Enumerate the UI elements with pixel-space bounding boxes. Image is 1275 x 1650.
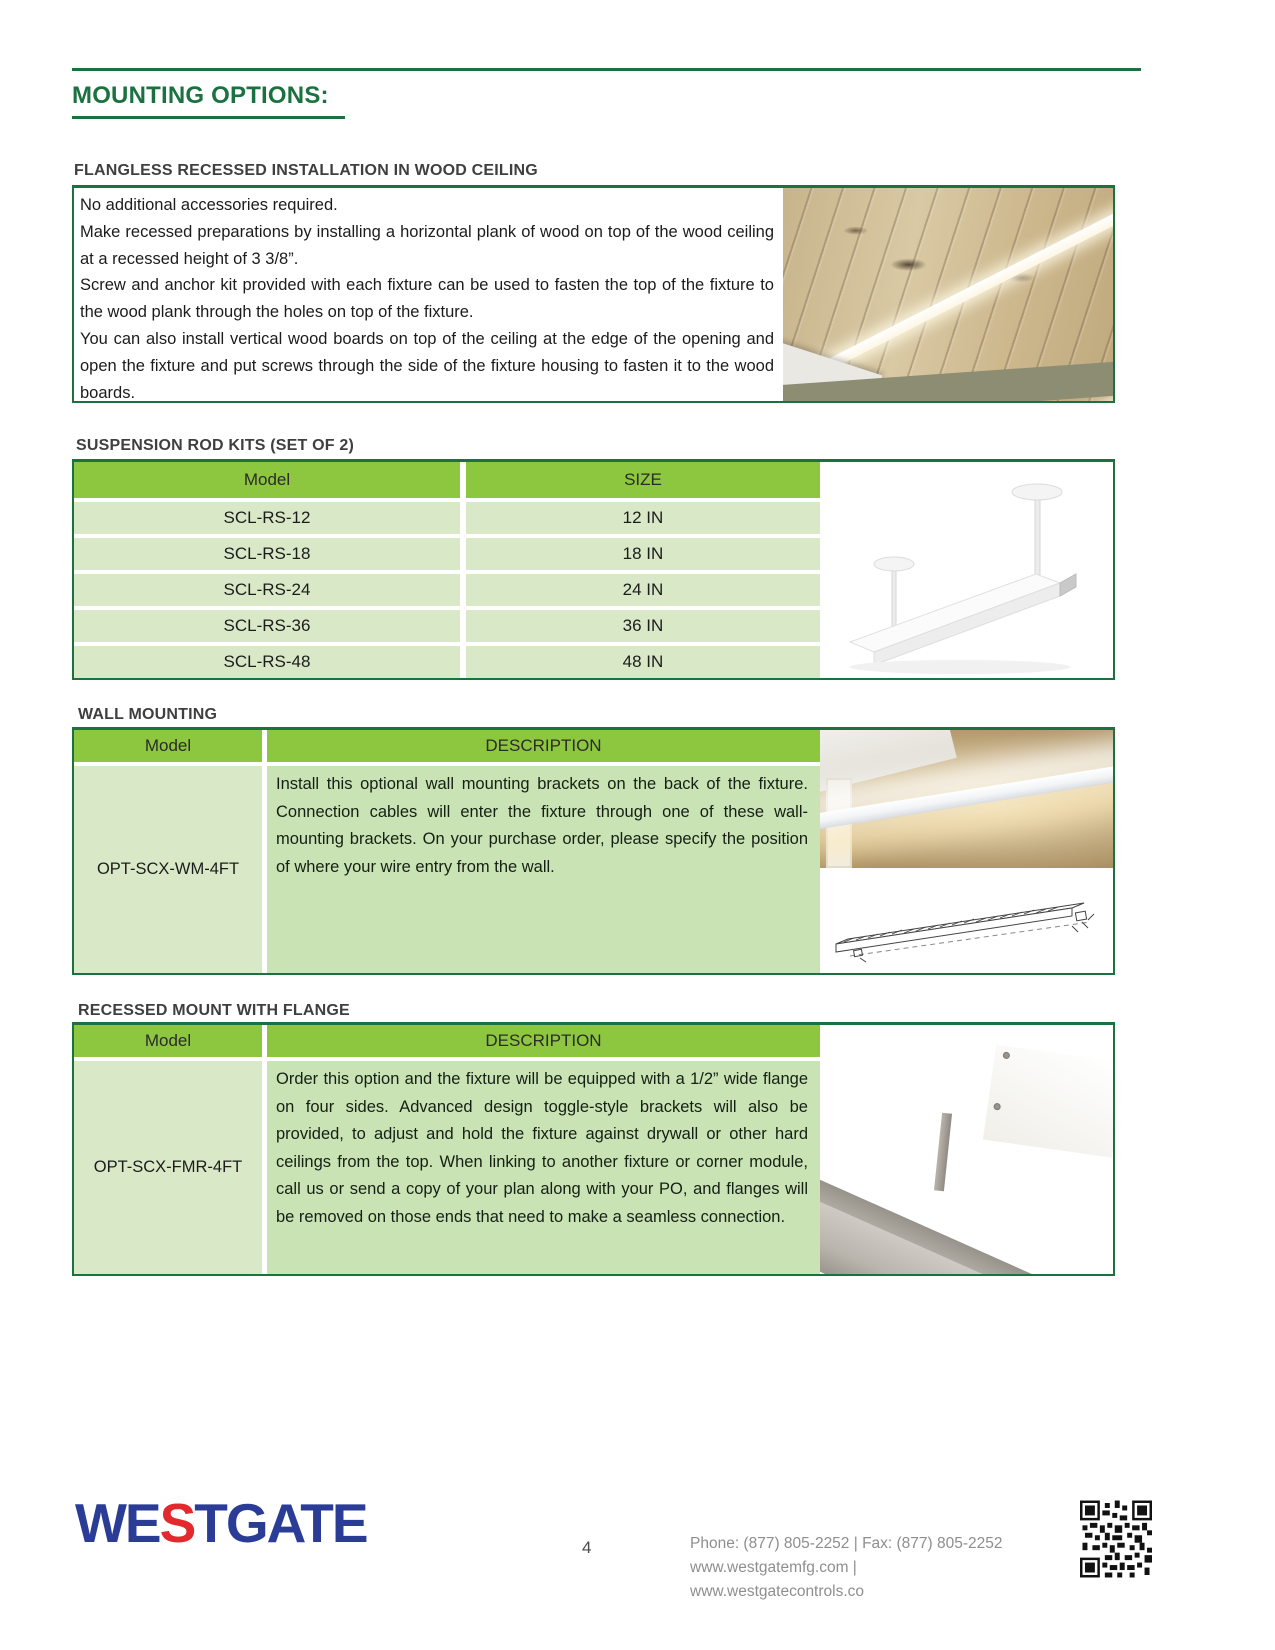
- wall-body-row: [74, 766, 820, 973]
- wall-bracket-drawing: [820, 870, 1113, 973]
- model-cell: SCL-RS-36: [74, 610, 460, 642]
- logo-segment-s: S: [159, 1492, 195, 1554]
- bracket-line-art: [820, 870, 1113, 973]
- westgate-logo: [75, 1492, 367, 1554]
- page-title-underline: [72, 116, 345, 119]
- top-rule: [72, 68, 1141, 71]
- wall-header-row: [74, 730, 820, 762]
- logo-segment-tgate: TGATE: [194, 1492, 367, 1554]
- flangless-line: Screw and anchor kit provided with each fixture can be used to fasten the top of the fixture to the wood plank through the holes on top of the fixture.: [80, 276, 774, 322]
- size-cell: 24 IN: [466, 574, 820, 606]
- size-cell: 36 IN: [466, 610, 820, 642]
- description-cell: Order this option and the fixture will be equipped with a 1/2” wide flange on four sides. Advanced design toggle-style brackets will also be provided, to adjust and hold the fixture against drywall or other hard ceilings from the top. When linking to another fixture or corner module, call us or send a copy of your plan along with your PO, and flanges will be removed on those ends that need to make a seamless connection.: [267, 1061, 820, 1274]
- wall-box: [72, 727, 1115, 975]
- page-title: MOUNTING OPTIONS:: [72, 82, 329, 109]
- recessed-header-row: [74, 1025, 820, 1057]
- size-cell: 18 IN: [466, 538, 820, 570]
- page-number: 4: [582, 1538, 592, 1557]
- screw: [1002, 1051, 1010, 1059]
- column-header-description: DESCRIPTION: [267, 730, 820, 762]
- column-header-model: Model: [74, 1025, 262, 1057]
- table-row: [74, 646, 820, 678]
- model-cell: SCL-RS-12: [74, 502, 460, 534]
- flangless-line: You can also install vertical wood boards on top of the ceiling at the edge of the opening and open the fixture and put screws through the side of the fixture housing to fasten it to the wood boards.: [80, 329, 774, 402]
- footer-contact: [690, 1532, 1020, 1604]
- recessed-box: [72, 1022, 1115, 1276]
- suspension-fixture-drawing: [820, 462, 1113, 678]
- recessed-body-row: [74, 1061, 820, 1274]
- size-cell: 48 IN: [466, 646, 820, 678]
- flangless-box: [72, 185, 1115, 403]
- table-row: [74, 502, 820, 534]
- table-row: [74, 610, 820, 642]
- model-cell: SCL-RS-18: [74, 538, 460, 570]
- flangless-line: No additional accessories required.: [80, 196, 338, 214]
- suspension-fixture-image: [820, 462, 1113, 678]
- footer-websites: www.westgatemfg.com | www.westgatecontrols.co: [690, 1559, 865, 1600]
- flangless-text: [80, 192, 774, 406]
- flangless-line: Make recessed preparations by installing a horizontal plank of wood on top of the wood ceiling at a recessed height of 3 3/8”.: [80, 222, 774, 268]
- model-cell: SCL-RS-24: [74, 574, 460, 606]
- toggle-bracket: [934, 1113, 952, 1192]
- table-row: [74, 574, 820, 606]
- qr-code: [1080, 1500, 1152, 1583]
- suspension-header-row: [74, 462, 820, 498]
- wall-mount-photo: [820, 730, 1113, 868]
- wood-ceiling-photo: [783, 188, 1113, 401]
- model-cell: OPT-SCX-FMR-4FT: [74, 1061, 262, 1274]
- footer-phone-fax: Phone: (877) 805-2252 | Fax: (877) 805-2252: [690, 1535, 1003, 1552]
- size-cell: 12 IN: [466, 502, 820, 534]
- wall-section-heading: WALL MOUNTING: [78, 706, 218, 723]
- suspension-section-heading: SUSPENSION ROD KITS (SET OF 2): [76, 437, 355, 454]
- recessed-flange-render: [820, 1025, 1113, 1274]
- model-cell: SCL-RS-48: [74, 646, 460, 678]
- description-cell: Install this optional wall mounting brackets on the back of the fixture. Connection cables will enter the fixture through one of these wall-mounting brackets. On your purchase order, please specify the position of where your wire entry from the wall.: [267, 766, 820, 973]
- screw: [993, 1103, 1001, 1111]
- suspension-box: [72, 459, 1115, 680]
- logo-segment-we: WE: [75, 1492, 160, 1554]
- column-header-model: Model: [74, 462, 460, 498]
- recessed-section-heading: RECESSED MOUNT WITH FLANGE: [78, 1002, 350, 1019]
- glowing-lens-panel: [983, 1044, 1113, 1157]
- flangless-section-heading: FLANGLESS RECESSED INSTALLATION IN WOOD CEILING: [74, 162, 538, 179]
- column-header-model: Model: [74, 730, 262, 762]
- suspension-table: [74, 462, 820, 678]
- model-cell: OPT-SCX-WM-4FT: [74, 766, 262, 973]
- table-row: [74, 538, 820, 570]
- column-header-description: DESCRIPTION: [267, 1025, 820, 1057]
- column-header-size: SIZE: [466, 462, 820, 498]
